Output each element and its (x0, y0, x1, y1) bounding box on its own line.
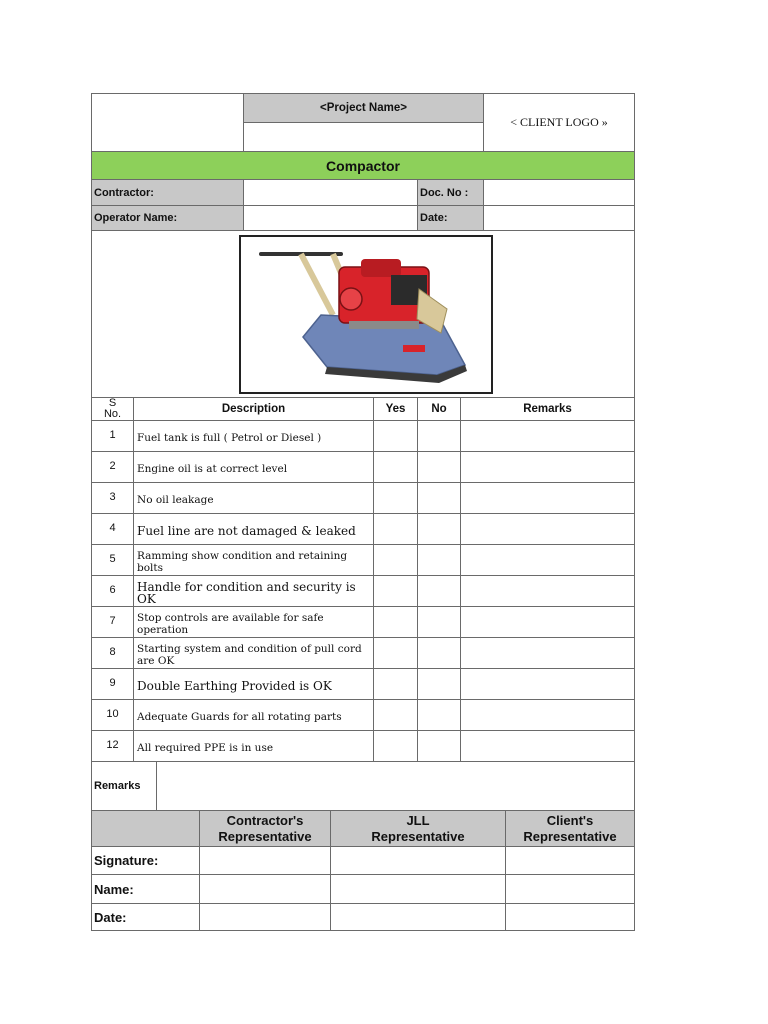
row-remarks-cell[interactable] (460, 544, 635, 576)
row-description (133, 699, 374, 731)
row-description (133, 513, 374, 545)
sig-header-jll (330, 810, 506, 847)
plate-compactor-icon (241, 237, 491, 392)
no-header: No (431, 403, 447, 415)
row-no-cell[interactable] (417, 451, 461, 483)
row-description-text: Adequate Guards for all rotating parts (137, 711, 342, 723)
sig-row-label (91, 846, 200, 875)
row-number-text: 2 (109, 460, 116, 472)
row-description-text: Engine oil is at correct level (137, 463, 288, 475)
remarks-label: Remarks (94, 780, 141, 792)
project-name: <Project Name> (320, 102, 407, 114)
row-no-cell[interactable] (417, 606, 461, 638)
row-yes-cell[interactable] (373, 575, 418, 607)
client-rep-header: Client's Representative (523, 812, 617, 844)
row-no-cell[interactable] (417, 513, 461, 545)
sig-header-blank (91, 810, 200, 847)
row-no-cell[interactable] (417, 699, 461, 731)
date-label: Date: (420, 212, 448, 224)
col-header-sno (91, 397, 134, 421)
row-number-text: 1 (109, 429, 116, 441)
remarks-header: Remarks (523, 403, 572, 415)
sig-row-label (91, 903, 200, 931)
sig-row-label-text: Date: (94, 909, 127, 925)
row-remarks-cell[interactable] (460, 451, 635, 483)
project-name-value[interactable] (243, 122, 484, 152)
row-number-text: 5 (109, 553, 116, 565)
sig-client-field[interactable] (505, 874, 635, 904)
description-header: Description (221, 403, 286, 415)
sig-header-contractor (199, 810, 331, 847)
col-header-remarks (460, 397, 635, 421)
row-no-cell[interactable] (417, 730, 461, 762)
row-description-text: All required PPE is in use (137, 742, 274, 754)
row-remarks-cell[interactable] (460, 482, 635, 514)
row-number-text: 4 (109, 522, 116, 534)
row-no-cell[interactable] (417, 637, 461, 669)
doc-no-label: Doc. No : (420, 186, 469, 199)
row-remarks-cell[interactable] (460, 699, 635, 731)
date-field[interactable] (483, 205, 635, 231)
row-number-text: 3 (109, 491, 116, 503)
sig-header-client (505, 810, 635, 847)
row-remarks-cell[interactable] (460, 420, 635, 452)
row-yes-cell[interactable] (373, 730, 418, 762)
operator-label: Operator Name: (94, 212, 178, 224)
date-label-cell (417, 205, 484, 231)
row-number (91, 544, 134, 576)
sig-contractor-field[interactable] (199, 846, 331, 875)
row-number-text: 9 (109, 677, 116, 689)
project-name-cell (243, 93, 484, 123)
form-title: Compactor (326, 157, 400, 174)
operator-label-cell (91, 205, 244, 231)
row-description (133, 730, 374, 762)
row-description (133, 637, 374, 669)
sig-client-field[interactable] (505, 903, 635, 931)
row-no-cell[interactable] (417, 575, 461, 607)
row-remarks-cell[interactable] (460, 730, 635, 762)
row-yes-cell[interactable] (373, 482, 418, 514)
row-remarks-cell[interactable] (460, 606, 635, 638)
row-yes-cell[interactable] (373, 513, 418, 545)
sig-jll-field[interactable] (330, 846, 506, 875)
contractor-rep-header: Contractor's Representative (218, 812, 312, 844)
row-remarks-cell[interactable] (460, 668, 635, 700)
sig-jll-field[interactable] (330, 874, 506, 904)
row-description (133, 668, 374, 700)
yes-header: Yes (385, 403, 406, 415)
row-no-cell[interactable] (417, 668, 461, 700)
client-logo-cell (483, 93, 635, 152)
header-left-blank (91, 93, 244, 152)
sig-row-label (91, 874, 200, 904)
compactor-image-frame (239, 235, 493, 394)
row-description (133, 482, 374, 514)
sno-header: S No. (103, 397, 122, 420)
doc-no-field[interactable] (483, 179, 635, 206)
row-number-text: 12 (106, 739, 119, 751)
row-yes-cell[interactable] (373, 420, 418, 452)
row-description (133, 575, 374, 607)
sig-row-label-text: Signature: (94, 853, 159, 868)
row-number (91, 575, 134, 607)
contractor-label: Contractor: (94, 186, 154, 199)
row-no-cell[interactable] (417, 544, 461, 576)
jll-rep-header: JLL Representative (371, 812, 465, 844)
row-number (91, 606, 134, 638)
row-description (133, 420, 374, 452)
row-remarks-cell[interactable] (460, 513, 635, 545)
sig-contractor-field[interactable] (199, 903, 331, 931)
inspection-form (91, 93, 635, 931)
row-description (133, 544, 374, 576)
row-description-text: Stop controls are available for safe operation (137, 612, 324, 636)
row-remarks-cell[interactable] (460, 637, 635, 669)
row-yes-cell[interactable] (373, 637, 418, 669)
row-description-text: Handle for condition and security is OK (137, 580, 356, 606)
sig-row-label-text: Name: (94, 881, 134, 897)
row-description-text: No oil leakage (137, 494, 214, 506)
row-description-text: Ramming show condition and retaining bolts (137, 550, 348, 574)
row-no-cell[interactable] (417, 420, 461, 452)
row-description-text: Double Earthing Provided is OK (137, 679, 332, 693)
col-header-description (133, 397, 374, 421)
row-yes-cell[interactable] (373, 544, 418, 576)
sig-jll-field[interactable] (330, 903, 506, 931)
row-yes-cell[interactable] (373, 699, 418, 731)
contractor-field[interactable] (243, 179, 418, 206)
row-yes-cell[interactable] (373, 668, 418, 700)
row-no-cell[interactable] (417, 482, 461, 514)
row-number-text: 8 (109, 646, 116, 658)
row-number (91, 513, 134, 545)
row-number (91, 668, 134, 700)
row-description-text: Fuel line are not damaged & leaked (137, 524, 356, 538)
form-title-bar (91, 151, 635, 180)
row-yes-cell[interactable] (373, 606, 418, 638)
sig-contractor-field[interactable] (199, 874, 331, 904)
row-description (133, 606, 374, 638)
remarks-field[interactable] (156, 761, 635, 811)
row-number-text: 10 (106, 708, 119, 720)
row-number (91, 699, 134, 731)
sig-client-field[interactable] (505, 846, 635, 875)
row-number (91, 637, 134, 669)
row-number (91, 451, 134, 483)
col-header-yes (373, 397, 418, 421)
remarks-label-cell (91, 761, 157, 811)
row-description (133, 451, 374, 483)
row-remarks-cell[interactable] (460, 575, 635, 607)
row-description-text: Fuel tank is full ( Petrol or Diesel ) (137, 432, 322, 444)
contractor-label-cell (91, 179, 244, 206)
client-logo-placeholder: < CLIENT LOGO » (510, 115, 608, 129)
doc-no-label-cell (417, 179, 484, 206)
operator-field[interactable] (243, 205, 418, 231)
row-number-text: 7 (109, 615, 116, 627)
row-description-text: Starting system and condition of pull cord are OK (137, 643, 362, 667)
row-number (91, 730, 134, 762)
row-number-text: 6 (109, 584, 116, 596)
row-number (91, 482, 134, 514)
row-yes-cell[interactable] (373, 451, 418, 483)
row-number (91, 420, 134, 452)
col-header-no (417, 397, 461, 421)
